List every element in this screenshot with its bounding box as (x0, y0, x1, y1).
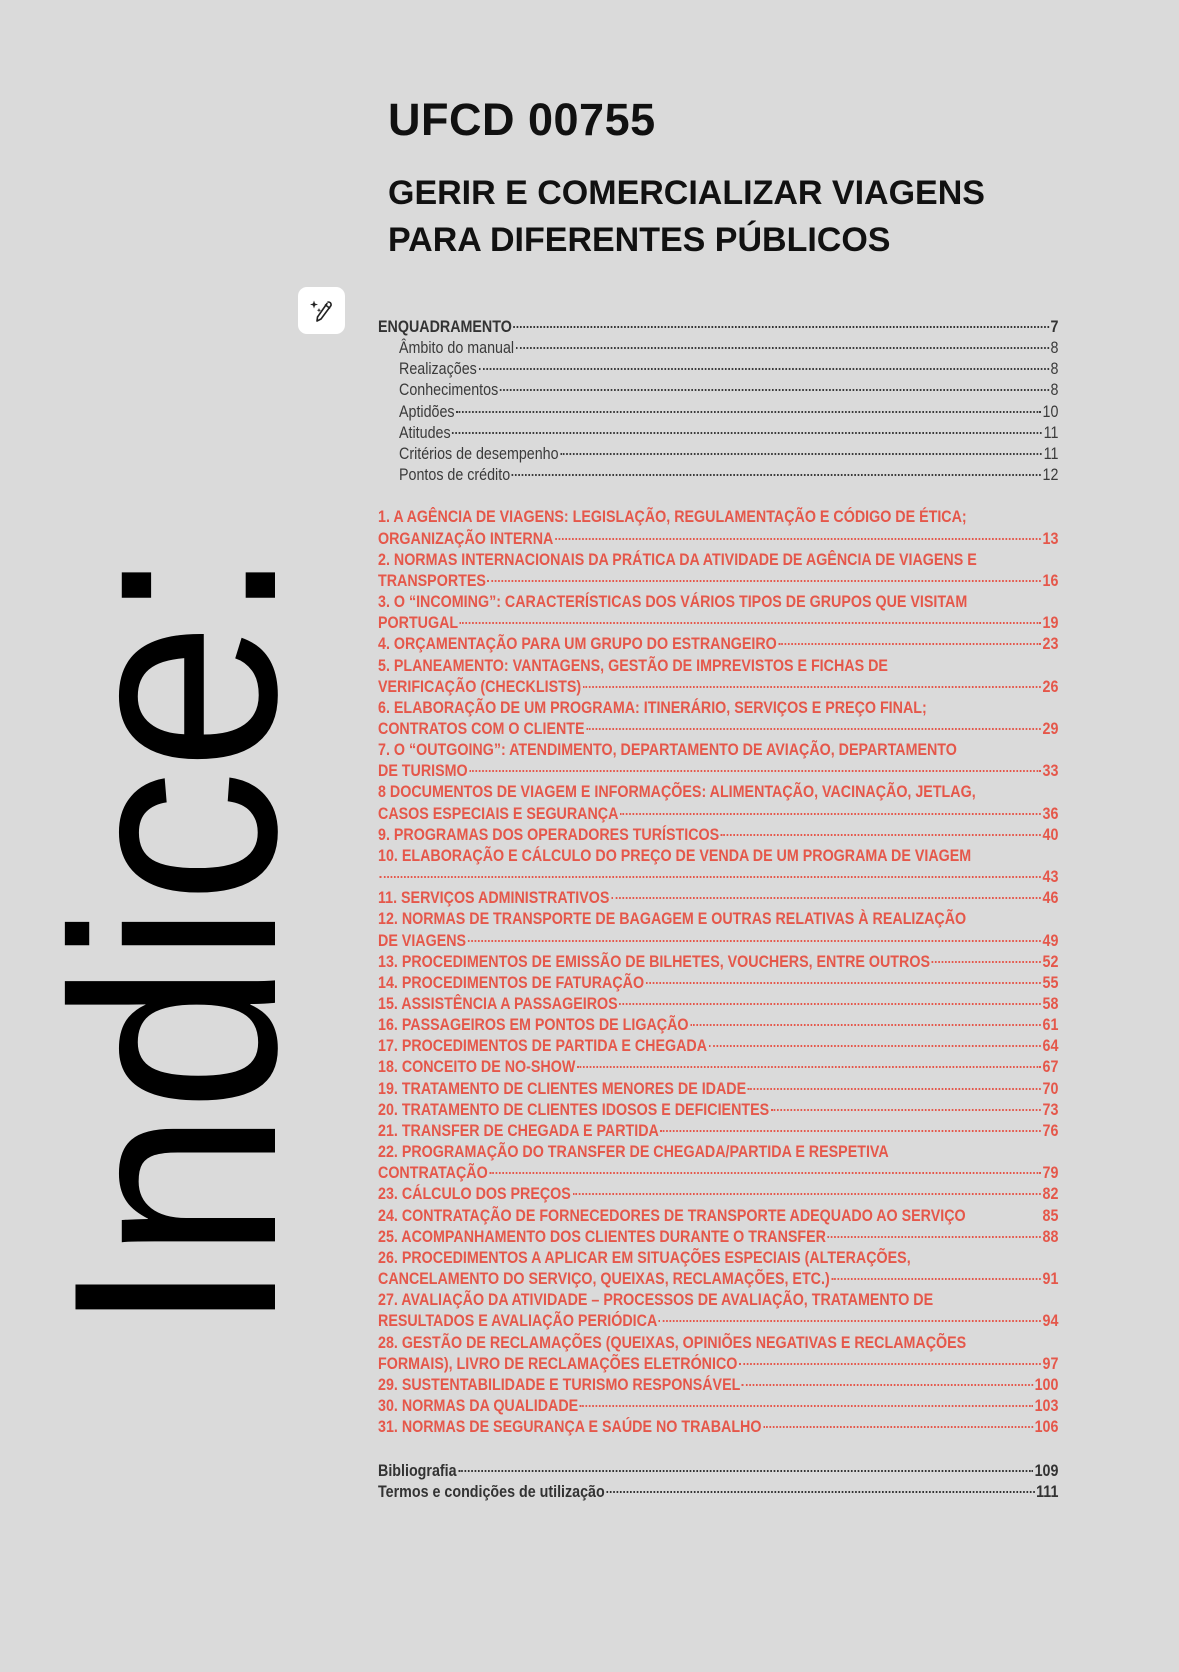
toc-chapter-entry[interactable] (378, 1035, 1058, 1056)
toc-entry-label: 24. CONTRATAÇÃO DE FORNECEDORES DE TRANSPORTE ADEQUADO AO SERVIÇO (378, 1205, 966, 1225)
toc-entry-page: 91 (1042, 1269, 1059, 1289)
toc-entry-page: 67 (1042, 1057, 1059, 1077)
toc-entry-label: 2. NORMAS INTERNACIONAIS DA PRÁTICA DA ATIVIDADE DE AGÊNCIA DE VIAGENS E (378, 549, 977, 569)
toc-chapter-line[interactable] (378, 1120, 1058, 1141)
toc-entry-page: 100 (1034, 1374, 1059, 1394)
toc-chapter-line[interactable] (378, 993, 1058, 1014)
dot-leader (611, 897, 1041, 899)
document-title-line: PARA DIFERENTES PÚBLICOS (388, 221, 891, 259)
toc-entry-page: 33 (1042, 761, 1059, 781)
toc-chapter-entry[interactable] (378, 887, 1058, 908)
dot-leader (742, 1384, 1033, 1386)
dot-leader (709, 1045, 1041, 1047)
toc-entry-label: DE VIAGENS (378, 930, 467, 950)
toc-chapter-entry[interactable] (378, 1395, 1058, 1416)
toc-entry-page: 52 (1042, 951, 1059, 971)
toc-entry-page: 109 (1034, 1461, 1059, 1481)
toc-entry-label: 26. PROCEDIMENTOS A APLICAR EM SITUAÇÕES ESPECIAIS (ALTERAÇÕES, (378, 1247, 911, 1267)
toc-chapter-line[interactable] (378, 824, 1058, 845)
toc-entry-page: 8 (1050, 380, 1059, 400)
dot-leader (932, 961, 1041, 963)
toc-entry-label: 14. PROCEDIMENTOS DE FATURAÇÃO (378, 972, 645, 992)
dot-leader (586, 728, 1041, 730)
toc-chapter-line[interactable] (378, 1078, 1058, 1099)
dot-leader (478, 368, 1048, 370)
index-side-label: Indice: (13, 547, 337, 1335)
toc-entry-page: 88 (1042, 1226, 1059, 1246)
toc-chapter-entry[interactable] (378, 591, 1058, 633)
toc-entry-label: 3. O “INCOMING”: CARACTERÍSTICAS DOS VÁRIOS TIPOS DE GRUPOS QUE VISITAM (378, 592, 968, 612)
toc-appendix-entry[interactable] (378, 1460, 1058, 1481)
toc-entry-page: 8 (1050, 359, 1059, 379)
toc-chapter-line[interactable] (378, 612, 1058, 633)
toc-entry-label: CANCELAMENTO DO SERVIÇO, QUEIXAS, RECLAMAÇÕES, ETC.) (378, 1269, 830, 1289)
toc-entry-page: 73 (1042, 1099, 1059, 1119)
toc-entry-label: RESULTADOS E AVALIAÇÃO PERIÓDICA (378, 1311, 658, 1331)
toc-chapter-entry[interactable] (378, 1226, 1058, 1247)
toc-entry-label: 17. PROCEDIMENTOS DE PARTIDA E CHEGADA (378, 1036, 708, 1056)
toc-chapter-entry[interactable] (378, 549, 1058, 591)
toc-entry-page: 12 (1042, 465, 1059, 485)
toc-chapter-line[interactable] (378, 655, 1058, 676)
toc-subentry[interactable] (378, 422, 1058, 443)
toc-chapter-line[interactable] (378, 633, 1058, 654)
toc-entry-label: 25. ACOMPANHAMENTO DOS CLIENTES DURANTE O TRANSFER (378, 1226, 826, 1246)
toc-entry-label: 6. ELABORAÇÃO DE UM PROGRAMA: ITINERÁRIO, SERVIÇOS E PREÇO FINAL; (378, 697, 927, 717)
toc-chapter-line[interactable] (378, 951, 1058, 972)
dot-leader (456, 411, 1041, 413)
toc-chapter-entry[interactable] (378, 1141, 1058, 1183)
toc-entry-label: PORTUGAL (378, 613, 459, 633)
toc-chapter-line[interactable] (378, 549, 1058, 570)
toc-entry-label: 7. O “OUTGOING”: ATENDIMENTO, DEPARTAMENTO DE AVIAÇÃO, DEPARTAMENTO (378, 740, 957, 760)
document-code: UFCD 00755 (388, 94, 656, 145)
dot-leader (516, 347, 1049, 349)
toc-entry-page: 19 (1042, 613, 1059, 633)
dot-leader (739, 1363, 1041, 1365)
toc-chapter-entry[interactable] (378, 655, 1058, 697)
toc-entry-page: 97 (1042, 1353, 1059, 1373)
toc-chapter-line[interactable] (378, 1289, 1058, 1310)
toc-entry-page: 79 (1042, 1163, 1059, 1183)
toc-entry-page: 43 (1042, 867, 1059, 887)
toc-chapter-line[interactable] (378, 908, 1058, 929)
dot-leader (488, 580, 1041, 582)
dot-leader (659, 1320, 1041, 1322)
dot-leader (512, 474, 1041, 476)
toc-entry-label: 9. PROGRAMAS DOS OPERADORES TURÍSTICOS (378, 824, 720, 844)
dot-leader (646, 982, 1041, 984)
toc-entry-page: 26 (1042, 676, 1059, 696)
document-title (388, 170, 985, 264)
toc-chapter-entry[interactable] (378, 845, 1058, 887)
toc-entry-page: 49 (1042, 930, 1059, 950)
toc-entry-label: 23. CÁLCULO DOS PREÇOS (378, 1184, 571, 1204)
toc-chapter-entry[interactable] (378, 1056, 1058, 1077)
toc-entry-label: 22. PROGRAMAÇÃO DO TRANSFER DE CHEGADA/PARTIDA E RESPETIVA (378, 1142, 889, 1162)
toc-subentry[interactable] (378, 464, 1058, 485)
dot-leader (619, 1003, 1041, 1005)
sparkle-pen-icon (308, 297, 336, 325)
dot-leader (763, 1426, 1033, 1428)
toc-chapter-line[interactable] (378, 570, 1058, 591)
toc-entry-page: 94 (1042, 1311, 1059, 1331)
toc-chapter-line[interactable] (378, 1374, 1058, 1395)
dot-leader (452, 432, 1042, 434)
toc-entry-page: 58 (1042, 994, 1059, 1013)
dot-leader (583, 686, 1041, 688)
toc-chapter-entry[interactable] (378, 697, 1058, 739)
dot-leader (580, 1405, 1033, 1407)
toc-chapter-line[interactable] (378, 866, 1058, 887)
toc-chapter-line[interactable] (378, 1395, 1058, 1416)
toc-entry-page: 36 (1042, 803, 1059, 823)
toc-chapter-entry[interactable] (378, 951, 1058, 972)
toc-chapter-line[interactable] (378, 528, 1058, 549)
toc-entry-label: VERIFICAÇÃO (CHECKLISTS) (378, 676, 582, 696)
toc-entry-label: ENQUADRAMENTO (378, 317, 512, 336)
toc-entry-page: 70 (1042, 1078, 1059, 1098)
document-title-line: GERIR E COMERCIALIZAR VIAGENS (388, 174, 985, 212)
toc-entry-label: 18. CONCEITO DE NO-SHOW (378, 1057, 576, 1077)
dot-leader (620, 813, 1041, 815)
toc-chapter-entry[interactable] (378, 972, 1058, 993)
dot-leader (460, 622, 1041, 624)
toc-chapter-line[interactable] (378, 803, 1058, 824)
toc-chapter-line[interactable] (378, 1268, 1058, 1289)
toc-entry-page: 40 (1042, 824, 1059, 844)
toc-entry-page: 7 (1050, 317, 1059, 336)
dot-leader (514, 326, 1049, 328)
dot-leader (555, 538, 1041, 540)
toc-entry-page: 10 (1042, 401, 1059, 421)
toc-chapter-entry[interactable] (378, 1247, 1058, 1289)
toc-chapter-line[interactable] (378, 739, 1058, 760)
dot-leader (828, 1236, 1041, 1238)
toc-entry-label: 31. NORMAS DE SEGURANÇA E SAÚDE NO TRABALHO (378, 1417, 762, 1437)
toc-entry-page: 76 (1042, 1120, 1059, 1140)
toc-chapter-line[interactable] (378, 1332, 1058, 1353)
toc-entry-label: 29. SUSTENTABILIDADE E TURISMO RESPONSÁVEL (378, 1374, 741, 1394)
toc-chapter-line[interactable] (378, 718, 1058, 739)
toc-entry-label: 15. ASSISTÊNCIA A PASSAGEIROS (378, 994, 618, 1013)
toc-chapter-line[interactable] (378, 506, 1058, 527)
toc-entry-label: 4. ORÇAMENTAÇÃO PARA UM GRUPO DO ESTRANGEIRO (378, 634, 777, 654)
toc-entry-label: Realizações (399, 359, 477, 379)
dot-leader (458, 1470, 1033, 1472)
toc-entry-page: 55 (1042, 972, 1059, 992)
toc-chapter-entry[interactable] (378, 993, 1058, 1014)
toc-entry-label: 19. TRATAMENTO DE CLIENTES MENORES DE IDADE (378, 1078, 747, 1098)
toc-chapter-line[interactable] (378, 591, 1058, 612)
toc-chapter-line[interactable] (378, 1056, 1058, 1077)
toc-entry-page: 61 (1042, 1015, 1059, 1035)
toc-chapter-line[interactable] (378, 1226, 1058, 1247)
toc-entry-label: 21. TRANSFER DE CHEGADA E PARTIDA (378, 1120, 659, 1140)
ai-edit-button[interactable] (298, 287, 345, 334)
toc-chapter-entry[interactable] (378, 1120, 1058, 1141)
table-of-contents (378, 316, 1058, 1503)
toc-entry-enquadramento[interactable] (378, 316, 1058, 337)
toc-entry-label: 30. NORMAS DA QUALIDADE (378, 1395, 579, 1415)
dot-leader (771, 1109, 1041, 1111)
toc-entry-label: TRANSPORTES (378, 570, 486, 590)
toc-chapter-entry[interactable] (378, 1332, 1058, 1374)
toc-chapter-line[interactable] (378, 1099, 1058, 1120)
toc-entry-label: DE TURISMO (378, 761, 468, 781)
toc-entry-page: 23 (1042, 634, 1059, 654)
toc-entry-label: 11. SERVIÇOS ADMINISTRATIVOS (378, 888, 610, 908)
dot-leader (606, 1491, 1034, 1493)
toc-chapter-entry[interactable] (378, 1289, 1058, 1331)
dot-leader (468, 940, 1041, 942)
toc-entry-label: 1. A AGÊNCIA DE VIAGENS: LEGISLAÇÃO, REGULAMENTAÇÃO E CÓDIGO DE ÉTICA; (378, 507, 967, 527)
toc-chapter-line[interactable] (378, 1035, 1058, 1056)
toc-chapter-entry[interactable] (378, 1078, 1058, 1099)
toc-entry-label: Conhecimentos (399, 380, 499, 400)
toc-entry-label: 10. ELABORAÇÃO E CÁLCULO DO PREÇO DE VENDA DE UM PROGRAMA DE VIAGEM (378, 845, 972, 865)
toc-chapter-line[interactable] (378, 930, 1058, 951)
toc-chapter-line[interactable] (378, 1353, 1058, 1374)
toc-entry-label: Critérios de desempenho (399, 443, 559, 463)
toc-chapter-entry[interactable] (378, 781, 1058, 823)
toc-entry-page: 82 (1042, 1184, 1059, 1204)
toc-entry-label: Atitudes (399, 422, 451, 442)
dot-leader (560, 453, 1042, 455)
toc-chapter-entry[interactable] (378, 1099, 1058, 1120)
toc-entry-page: 106 (1034, 1417, 1059, 1437)
toc-chapter-line[interactable] (378, 676, 1058, 697)
toc-subentry[interactable] (378, 379, 1058, 400)
toc-chapter-entry[interactable] (378, 506, 1058, 548)
toc-entry-label: CONTRATOS COM O CLIENTE (378, 718, 585, 738)
toc-entry-label: CONTRATAÇÃO (378, 1163, 488, 1183)
toc-chapter-line[interactable] (378, 1141, 1058, 1162)
toc-entry-page: 85 (1042, 1205, 1059, 1225)
toc-chapter-entry[interactable] (378, 1416, 1058, 1437)
toc-entry-page: 11 (1043, 422, 1059, 442)
toc-entry-page: 16 (1042, 570, 1059, 590)
toc-entry-label: Termos e condições de utilização (378, 1482, 605, 1502)
toc-entry-page: 13 (1042, 528, 1059, 548)
toc-entry-label: FORMAIS), LIVRO DE RECLAMAÇÕES ELETRÓNICO (378, 1353, 738, 1373)
toc-entry-label: ORGANIZAÇÃO INTERNA (378, 528, 554, 548)
toc-entry-label: Pontos de crédito (399, 465, 511, 485)
toc-entry-label: CASOS ESPECIAIS E SEGURANÇA (378, 803, 619, 823)
toc-chapter-entry[interactable] (378, 1183, 1058, 1204)
toc-chapter-line[interactable] (378, 1247, 1058, 1268)
toc-chapter-line[interactable] (378, 697, 1058, 718)
toc-entry-label: 5. PLANEAMENTO: VANTAGENS, GESTÃO DE IMPREVISTOS E FICHAS DE (378, 655, 888, 675)
toc-entry-page: 103 (1034, 1395, 1059, 1415)
toc-chapter-line[interactable] (378, 1416, 1058, 1437)
toc-chapter-line[interactable] (378, 1310, 1058, 1331)
toc-entry-label: 27. AVALIAÇÃO DA ATIVIDADE – PROCESSOS DE AVALIAÇÃO, TRATAMENTO DE (378, 1290, 934, 1310)
dot-leader (690, 1024, 1041, 1026)
toc-chapter-entry[interactable] (378, 633, 1058, 654)
toc-chapter-entry[interactable] (378, 739, 1058, 781)
toc-entry-label: Bibliografia (378, 1461, 457, 1481)
dot-leader (778, 643, 1040, 645)
toc-entry-page: 29 (1042, 718, 1059, 738)
toc-chapter-entry[interactable] (378, 908, 1058, 950)
dot-leader (721, 834, 1041, 836)
toc-entry-page: 64 (1042, 1036, 1059, 1056)
toc-chapter-line[interactable] (378, 1014, 1058, 1035)
dot-leader (748, 1088, 1041, 1090)
toc-entry-label: 20. TRATAMENTO DE CLIENTES IDOSOS E DEFICIENTES (378, 1099, 770, 1119)
toc-subentry[interactable] (378, 337, 1058, 358)
toc-chapter-line[interactable] (378, 1183, 1058, 1204)
toc-chapter-entry[interactable] (378, 1014, 1058, 1035)
dot-leader (469, 770, 1040, 772)
toc-entry-label: 12. NORMAS DE TRANSPORTE DE BAGAGEM E OUTRAS RELATIVAS À REALIZAÇÃO (378, 909, 967, 929)
toc-entry-page: 46 (1042, 888, 1059, 908)
toc-chapter-entry[interactable] (378, 1374, 1058, 1395)
toc-chapter-entry[interactable] (378, 824, 1058, 845)
toc-entry-label: Âmbito do manual (399, 338, 515, 358)
toc-chapter-entry[interactable] (378, 1205, 1058, 1226)
toc-entry-label: Aptidões (399, 401, 455, 421)
toc-subentry[interactable] (378, 358, 1058, 379)
toc-appendix-entry[interactable] (378, 1481, 1058, 1502)
toc-entry-page: 111 (1036, 1482, 1059, 1502)
toc-entry-label: 13. PROCEDIMENTOS DE EMISSÃO DE BILHETES, VOUCHERS, ENTRE OUTROS (378, 951, 930, 971)
dot-leader (831, 1278, 1040, 1280)
dot-leader (661, 1130, 1041, 1132)
toc-chapter-line[interactable] (378, 887, 1058, 908)
toc-entry-label: 16. PASSAGEIROS EM PONTOS DE LIGAÇÃO (378, 1015, 689, 1035)
toc-chapter-line[interactable] (378, 760, 1058, 781)
toc-chapter-line[interactable] (378, 845, 1058, 866)
toc-entry-page: 8 (1050, 338, 1059, 358)
toc-entry-label: 8 DOCUMENTOS DE VIAGEM E INFORMAÇÕES: ALIMENTAÇÃO, VACINAÇÃO, JETLAG, (378, 782, 976, 802)
toc-entry-label: 28. GESTÃO DE RECLAMAÇÕES (QUEIXAS, OPINIÕES NEGATIVAS E RECLAMAÇÕES (378, 1332, 967, 1352)
toc-chapter-line[interactable] (378, 972, 1058, 993)
dot-leader (500, 389, 1049, 391)
toc-entry-page: 11 (1043, 443, 1059, 463)
toc-chapter-line[interactable] (378, 781, 1058, 802)
toc-chapter-line[interactable] (378, 1162, 1058, 1183)
toc-subentry[interactable] (378, 443, 1058, 464)
dot-leader (577, 1066, 1041, 1068)
toc-chapter-line[interactable] (378, 1205, 1058, 1226)
toc-subentry[interactable] (378, 401, 1058, 422)
dot-leader (380, 876, 1041, 878)
dot-leader (572, 1193, 1040, 1195)
dot-leader (489, 1172, 1040, 1174)
